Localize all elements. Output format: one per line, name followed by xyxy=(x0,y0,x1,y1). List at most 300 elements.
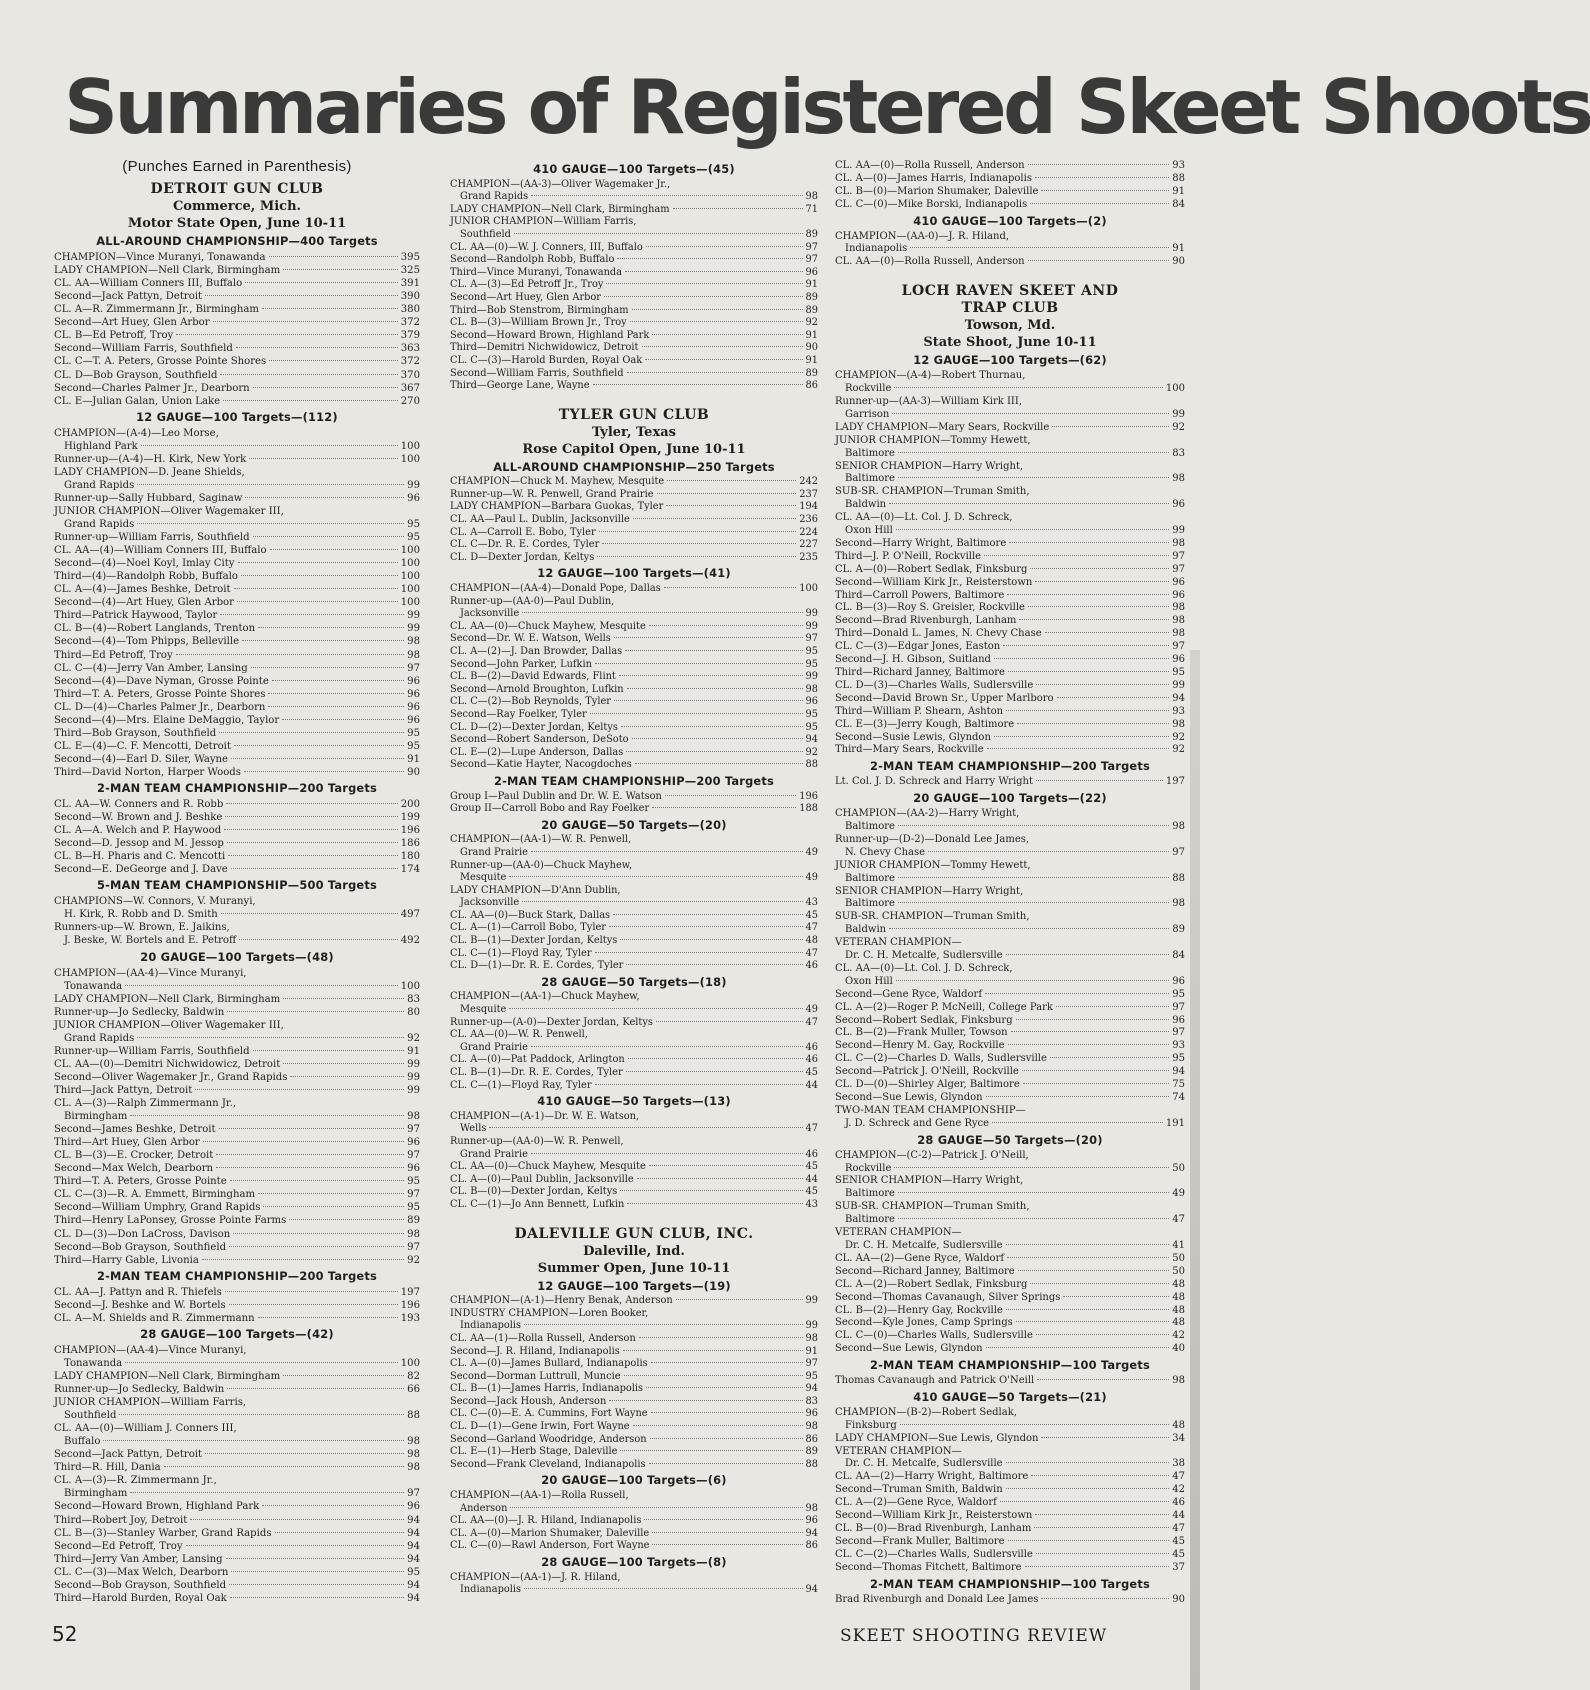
result-text: CL. B—(3)—E. Crocker, Detroit xyxy=(54,1150,214,1162)
leader-dots xyxy=(190,1519,404,1520)
result-line xyxy=(54,479,420,492)
result-text: Second—James Beshke, Detroit xyxy=(54,1124,216,1136)
result-line xyxy=(450,596,818,609)
leader-dots xyxy=(617,258,802,259)
result-line xyxy=(54,303,420,316)
result-text: Third—Vince Muranyi, Tonawanda xyxy=(450,266,623,278)
result-text: LADY CHAMPION—Nell Clark, Birmingham xyxy=(54,1370,281,1382)
result-text: H. Kirk, R. Robb and D. Smith xyxy=(64,909,218,921)
result-text: CL. C—(3)—Harold Burden, Royal Oak xyxy=(450,354,643,366)
result-text: Second—J. H. Gibson, Suitland xyxy=(835,654,991,666)
score: 98 xyxy=(1172,537,1185,549)
result-line xyxy=(450,1408,818,1421)
result-line xyxy=(835,1375,1185,1388)
result-line xyxy=(450,1017,818,1030)
score: 99 xyxy=(805,620,818,632)
result-text: Second—Max Welch, Dearborn xyxy=(54,1163,214,1175)
result-text: Third—Harry Gable, Livonia xyxy=(54,1254,199,1266)
result-line xyxy=(54,895,420,908)
score: 96 xyxy=(407,1163,420,1175)
result-text: Indianapolis xyxy=(460,1584,522,1596)
leader-dots xyxy=(510,1507,802,1508)
result-line xyxy=(54,798,420,811)
leader-dots xyxy=(626,964,802,965)
leader-dots xyxy=(649,1463,803,1464)
result-text: Third—R. Hill, Dania xyxy=(54,1462,161,1474)
score: 99 xyxy=(805,1320,818,1332)
result-line xyxy=(54,1201,420,1214)
leader-dots xyxy=(1030,1283,1169,1284)
score: 86 xyxy=(805,1433,818,1445)
leader-dots xyxy=(522,612,802,613)
leader-dots xyxy=(524,1324,802,1325)
result-line xyxy=(54,1032,420,1045)
result-line xyxy=(450,960,818,973)
result-text: CL. B—(3)—Stanley Warber, Grand Rapids xyxy=(54,1527,272,1539)
result-text: CL. E—(4)—C. F. Mencotti, Detroit xyxy=(54,740,231,752)
result-line xyxy=(54,557,420,570)
result-line xyxy=(835,1266,1185,1279)
shoot-title: Summer Open, June 10-11 xyxy=(537,1260,731,1276)
leader-dots xyxy=(666,505,796,506)
result-line xyxy=(54,355,420,368)
result-line xyxy=(450,1459,818,1472)
result-text: Second—Thomas Cavanaugh, Silver Springs xyxy=(835,1291,1061,1303)
score: 96 xyxy=(805,266,818,278)
result-text: Grand Prairie xyxy=(460,846,528,858)
result-line xyxy=(54,518,420,531)
score: 94 xyxy=(805,1527,818,1539)
result-line xyxy=(450,1490,818,1503)
leader-dots xyxy=(531,1046,803,1047)
result-text: VETERAN CHAMPION— xyxy=(835,937,962,949)
result-text: Second—Frank Muller, Baltimore xyxy=(835,1535,1005,1547)
leader-dots xyxy=(1041,1437,1169,1438)
leader-dots xyxy=(226,803,397,804)
leader-dots xyxy=(226,1558,405,1559)
result-text: Tonawanda xyxy=(64,980,123,992)
result-line xyxy=(450,179,818,192)
result-line xyxy=(54,1579,420,1592)
result-line xyxy=(835,1458,1185,1471)
score: 391 xyxy=(400,278,420,290)
result-text: Second—(4)—Earl D. Siler, Wayne xyxy=(54,753,229,765)
result-line xyxy=(835,1175,1185,1188)
result-text: Second—William Kirk Jr., Reisterstown xyxy=(835,576,1033,588)
result-text: Second—E. DeGeorge and J. Dave xyxy=(54,864,228,876)
result-text: CL. A—(2)—Robert Sedlak, Finksburg xyxy=(835,1278,1028,1290)
score: 99 xyxy=(407,1058,420,1070)
leader-dots xyxy=(1023,1083,1170,1084)
score: 47 xyxy=(1172,1214,1185,1226)
leader-dots xyxy=(595,1084,803,1085)
score: 95 xyxy=(407,532,420,544)
score: 48 xyxy=(1172,1278,1185,1290)
score: 49 xyxy=(805,846,818,858)
score: 492 xyxy=(400,935,420,947)
result-line xyxy=(450,330,818,343)
leader-dots xyxy=(221,913,398,914)
result-line xyxy=(835,448,1185,461)
score: 90 xyxy=(1172,1593,1185,1605)
leader-dots xyxy=(894,387,1163,388)
result-line xyxy=(835,160,1185,173)
result-line xyxy=(54,635,420,648)
result-text: LADY CHAMPION—D'Ann Dublin, xyxy=(450,884,621,896)
result-line xyxy=(835,937,1185,950)
leader-dots xyxy=(251,667,404,668)
leader-dots xyxy=(652,1532,802,1533)
score: 95 xyxy=(407,519,420,531)
score: 94 xyxy=(805,734,818,746)
leader-dots xyxy=(1003,645,1169,646)
result-text: LADY CHAMPION—Sue Lewis, Glyndon xyxy=(835,1432,1039,1444)
leader-dots xyxy=(986,1096,1170,1097)
score: 74 xyxy=(1172,1092,1185,1103)
result-line xyxy=(835,564,1185,577)
leader-dots xyxy=(234,745,404,746)
result-line xyxy=(450,539,818,552)
leader-dots xyxy=(986,1347,1170,1348)
leader-dots xyxy=(1036,780,1163,781)
result-text: Third—T. A. Peters, Grosse Pointe Shores xyxy=(54,688,266,700)
score: 196 xyxy=(799,790,818,802)
result-line xyxy=(450,229,818,242)
leader-dots xyxy=(1022,1070,1169,1071)
result-line xyxy=(54,369,420,382)
result-line xyxy=(450,1080,818,1093)
score: 97 xyxy=(407,662,420,674)
result-text: Second—D. Jessop and M. Jessop xyxy=(54,838,224,850)
leader-dots xyxy=(216,1154,404,1155)
result-text: CL. AA—(0)—Chuck Mayhew, Mesquite xyxy=(450,1161,646,1173)
result-line xyxy=(835,628,1185,641)
result-line xyxy=(835,1188,1185,1201)
result-text: Second—(4)—Noel Koyl, Imlay City xyxy=(54,558,235,570)
result-line xyxy=(450,1067,818,1080)
leader-dots xyxy=(230,1180,404,1181)
result-line xyxy=(450,254,818,267)
leader-dots xyxy=(900,1424,1169,1425)
shoot-title: Rose Capitol Open, June 10-11 xyxy=(522,441,746,457)
result-text: CL. AA—W. Conners and R. Robb xyxy=(54,799,224,811)
result-line xyxy=(835,422,1185,435)
result-text: CL. C—(2)—Bob Reynolds, Tyler xyxy=(450,696,611,708)
result-line xyxy=(54,1357,420,1370)
score: 91 xyxy=(407,1045,420,1057)
result-line xyxy=(54,1241,420,1254)
result-text: CL. B—(2)—David Edwards, Flint xyxy=(450,671,616,683)
result-text: Runner-up—(AA-0)—Paul Dublin, xyxy=(450,595,615,607)
result-text: Second—William Umphry, Grand Rapids xyxy=(54,1202,261,1214)
result-line xyxy=(835,873,1185,886)
score: 94 xyxy=(1172,692,1185,704)
result-text: CL. AA—(0)—J. R. Hiland, Indianapolis xyxy=(450,1515,642,1527)
result-text: CHAMPION—Vince Muranyi, Tonawanda xyxy=(54,252,266,264)
club-location: Towson, Md. xyxy=(964,318,1056,334)
leader-dots xyxy=(270,549,398,550)
result-text: CL. AA—(0)—W. R. Penwell, xyxy=(450,1029,588,1041)
leader-dots xyxy=(268,693,404,694)
score: 100 xyxy=(1165,383,1185,395)
result-text: Second—William Kirk Jr., Reisterstown xyxy=(835,1510,1033,1522)
result-text: CL. C—T. A. Peters, Grosse Pointe Shores xyxy=(54,356,267,368)
event-heading: 28 GAUGE—100 Targets—(8) xyxy=(541,1555,727,1569)
result-text: Second—Gene Ryce, Waldorf xyxy=(835,988,983,1000)
score: 94 xyxy=(407,1527,420,1539)
result-line xyxy=(54,264,420,277)
result-line xyxy=(54,1071,420,1084)
leader-dots xyxy=(1035,581,1169,582)
result-text: Baldwin xyxy=(845,499,887,511)
leader-dots xyxy=(237,601,398,602)
score: 95 xyxy=(805,1370,818,1382)
result-text: CL. C—(0)—Mike Borski, Indianapolis xyxy=(835,198,1028,210)
leader-dots xyxy=(275,1532,405,1533)
leader-dots xyxy=(231,758,404,759)
score: 96 xyxy=(1172,975,1185,987)
leader-dots xyxy=(253,536,405,537)
result-text: JUNIOR CHAMPION—Oliver Wagemaker III, xyxy=(54,1019,284,1031)
score: 95 xyxy=(407,727,420,739)
result-line xyxy=(54,1299,420,1312)
result-line xyxy=(835,256,1185,269)
result-text: CL. A—M. Shields and R. Zimmermann xyxy=(54,1312,255,1324)
result-text: CHAMPION—(AA-1)—J. R. Hiland, xyxy=(450,1571,621,1583)
result-text: Baltimore xyxy=(845,898,895,910)
score: 45 xyxy=(805,1186,818,1198)
leader-dots xyxy=(231,1571,404,1572)
result-line xyxy=(450,1528,818,1541)
score: 92 xyxy=(805,746,818,758)
result-text: CL. D—(0)—Shirley Alger, Baltimore xyxy=(835,1079,1020,1091)
score: 100 xyxy=(400,571,420,583)
event-heading: 12 GAUGE—100 Targets—(41) xyxy=(537,566,731,581)
leader-dots xyxy=(1031,1475,1169,1476)
score: 45 xyxy=(1172,1548,1185,1560)
result-line xyxy=(835,680,1185,693)
score: 197 xyxy=(1165,776,1185,788)
result-line xyxy=(54,740,420,753)
result-line xyxy=(54,1500,420,1513)
result-line xyxy=(54,1474,420,1487)
leader-dots xyxy=(269,256,398,257)
leader-dots xyxy=(229,1584,404,1585)
result-text: LADY CHAMPION—Barbara Guokas, Tyler xyxy=(450,501,664,513)
leader-dots xyxy=(644,1519,802,1520)
score: 92 xyxy=(407,1032,420,1044)
result-line xyxy=(450,1308,818,1321)
score: 98 xyxy=(805,683,818,695)
leader-dots xyxy=(630,321,803,322)
result-text: CL. A—(4)—James Beshke, Detroit xyxy=(54,584,231,596)
leader-dots xyxy=(227,842,398,843)
result-text: SENIOR CHAMPION—Harry Wright, xyxy=(835,460,1024,472)
result-line xyxy=(835,186,1185,199)
result-line xyxy=(835,1227,1185,1240)
result-line xyxy=(835,860,1185,873)
result-text: CL. AA—William Conners III, Buffalo xyxy=(54,278,243,290)
leader-dots xyxy=(595,663,803,664)
score: 199 xyxy=(400,812,420,824)
result-line xyxy=(835,1536,1185,1549)
leader-dots xyxy=(216,1167,404,1168)
score: 99 xyxy=(805,608,818,620)
result-line xyxy=(450,722,818,735)
score: 96 xyxy=(1172,1014,1185,1026)
result-line xyxy=(835,911,1185,924)
leader-dots xyxy=(1036,1334,1169,1335)
result-line xyxy=(835,989,1185,1002)
result-text: JUNIOR CHAMPION—William Farris, xyxy=(450,216,637,228)
result-text: Baltimore xyxy=(845,1214,895,1226)
result-line xyxy=(54,1448,420,1461)
result-line xyxy=(54,583,420,596)
result-text: Second—Ray Foelker, Tyler xyxy=(450,708,587,720)
result-text: Second—Bob Grayson, Southfield xyxy=(54,1579,227,1591)
score: 98 xyxy=(1172,820,1185,832)
score: 98 xyxy=(1172,898,1185,910)
leader-dots xyxy=(1063,1296,1169,1297)
score: 91 xyxy=(805,354,818,366)
leader-dots xyxy=(635,763,803,764)
result-text: CL. B—(3)—William Brown Jr., Troy xyxy=(450,317,627,329)
result-line xyxy=(54,290,420,303)
result-line xyxy=(835,886,1185,899)
leader-dots xyxy=(1052,426,1169,427)
result-text: CL. A—(3)—Ralph Zimmermann Jr., xyxy=(54,1098,237,1110)
score: 98 xyxy=(407,1436,420,1448)
result-text: CL. E—Julian Galan, Union Lake xyxy=(54,395,221,407)
score: 96 xyxy=(1172,499,1185,511)
result-line xyxy=(450,1346,818,1359)
score: 99 xyxy=(805,671,818,683)
result-text: Baltimore xyxy=(845,820,895,832)
score: 47 xyxy=(1172,1523,1185,1534)
score: 95 xyxy=(407,1176,420,1188)
result-line xyxy=(835,706,1185,719)
score: 92 xyxy=(805,317,818,329)
leader-dots xyxy=(220,614,404,615)
leader-dots xyxy=(203,1141,404,1142)
result-text: Jacksonville xyxy=(460,608,520,620)
leader-dots xyxy=(282,719,404,720)
score: 42 xyxy=(1172,1484,1185,1496)
result-line xyxy=(835,667,1185,680)
result-line xyxy=(835,1549,1185,1562)
result-text: CHAMPION—(AA-0)—J. R. Hiland, xyxy=(835,230,1010,242)
result-line xyxy=(450,659,818,672)
score: 98 xyxy=(1172,628,1185,640)
leader-dots xyxy=(928,851,1169,852)
result-line xyxy=(450,1149,818,1162)
result-line xyxy=(835,776,1185,789)
result-line xyxy=(450,621,818,634)
result-text: Second—Truman Smith, Baldwin xyxy=(835,1484,1003,1496)
score: 98 xyxy=(805,1332,818,1344)
result-line xyxy=(450,368,818,381)
score: 50 xyxy=(1172,1252,1185,1264)
result-line xyxy=(54,440,420,453)
leader-dots xyxy=(898,902,1169,903)
result-line xyxy=(450,242,818,255)
event-heading: 12 GAUGE—100 Targets—(19) xyxy=(537,1278,731,1293)
score: 98 xyxy=(805,1421,818,1433)
result-text: Second—William Farris, Southfield xyxy=(54,343,233,355)
score: 95 xyxy=(407,740,420,752)
result-text: CL. C—(2)—Charles D. Walls, Sudlersville xyxy=(835,1053,1047,1065)
score: 191 xyxy=(1165,1117,1185,1129)
result-line xyxy=(54,1286,420,1299)
result-text: Third—Ed Petroff, Troy xyxy=(54,649,173,661)
result-text: CL. B—(1)—James Harris, Indianapolis xyxy=(450,1383,644,1395)
club-name: DETROIT GUN CLUB xyxy=(150,181,324,198)
result-line xyxy=(835,821,1185,834)
leader-dots xyxy=(649,625,803,626)
leader-dots xyxy=(119,1414,404,1415)
result-text: CL. AA—(4)—William Conners III, Buffalo xyxy=(54,545,267,557)
result-text: Runner-up—(AA-0)—Chuck Mayhew, xyxy=(450,859,633,871)
leader-dots xyxy=(245,497,404,498)
score: 96 xyxy=(1172,589,1185,601)
leader-dots xyxy=(1030,568,1169,569)
result-line xyxy=(54,596,420,609)
result-text: Second—Dr. W. E. Watson, Wells xyxy=(450,633,611,645)
score: 100 xyxy=(400,1357,420,1369)
result-line xyxy=(54,492,420,505)
result-text: CL. C—(1)—Floyd Ray, Tyler xyxy=(450,947,592,959)
result-text: VETERAN CHAMPION— xyxy=(835,1227,962,1239)
result-line xyxy=(835,1253,1185,1266)
result-line xyxy=(835,1510,1185,1523)
result-text: CL. A—(0)—Marion Shumaker, Daleville xyxy=(450,1527,650,1539)
result-text: CL. C—(3)—R. A. Emmett, Birmingham xyxy=(54,1189,256,1201)
score: 97 xyxy=(407,1189,420,1201)
result-line xyxy=(54,714,420,727)
result-text: CL. B—(1)—Dr. R. E. Cordes, Tyler xyxy=(450,1067,623,1078)
result-line xyxy=(54,1592,420,1605)
score: 82 xyxy=(407,1370,420,1382)
result-text: Runner-up—Jo Sedlecky, Baldwin xyxy=(54,1006,225,1018)
leader-dots xyxy=(258,1317,398,1318)
result-line xyxy=(835,231,1185,244)
score: 89 xyxy=(805,228,818,240)
leader-dots xyxy=(258,1193,404,1194)
score: 99 xyxy=(407,1071,420,1083)
leader-dots xyxy=(236,347,398,348)
result-text: SUB-SR. CHAMPION—Truman Smith, xyxy=(835,486,1030,498)
result-line xyxy=(450,1383,818,1396)
score: 363 xyxy=(400,343,420,355)
score: 236 xyxy=(799,514,818,526)
leader-dots xyxy=(652,334,802,335)
result-line xyxy=(450,684,818,697)
result-text: Mesquite xyxy=(460,1004,507,1016)
result-text: CL. C—(3)—Edgar Jones, Easton xyxy=(835,641,1001,653)
result-text: CL. A—(0)—Robert Sedlak, Finksburg xyxy=(835,563,1028,575)
score: 99 xyxy=(407,610,420,622)
score: 91 xyxy=(1172,243,1185,255)
result-line xyxy=(450,342,818,355)
result-text: Second—J. R. Hiland, Indianapolis xyxy=(450,1345,620,1357)
leader-dots xyxy=(1006,1309,1169,1310)
score: 94 xyxy=(1172,1066,1185,1078)
score: 197 xyxy=(400,1286,420,1298)
result-text: CHAMPION—(AA-1)—W. R. Penwell, xyxy=(450,834,632,846)
leader-dots xyxy=(186,1545,405,1546)
result-text: Third—Jerry Van Amber, Lansing xyxy=(54,1553,223,1565)
result-line xyxy=(835,1027,1185,1040)
